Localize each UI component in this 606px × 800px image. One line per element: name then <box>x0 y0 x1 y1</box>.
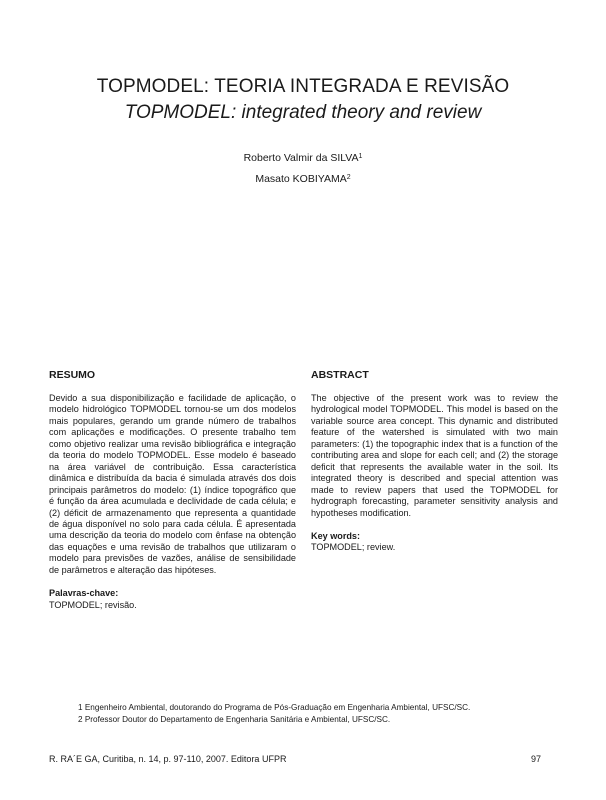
page-number: 97 <box>531 754 542 764</box>
abstract-heading: ABSTRACT <box>311 369 369 381</box>
author-name: Masato KOBIYAMA <box>255 173 347 185</box>
footnotes <box>78 702 470 725</box>
paper-title: TOPMODEL: TEORIA INTEGRADA E REVISÃO <box>96 76 510 97</box>
abstract-section <box>311 369 558 554</box>
author-1 <box>0 152 606 164</box>
abstract-keywords-label: Key words: <box>311 530 361 541</box>
author-superscript: 2 <box>346 174 351 181</box>
author-2 <box>0 173 606 185</box>
footnote-2: 2 Professor Doutor do Departamento de Engenharia Sanitária e Ambiental, UFSC/SC. <box>78 714 391 724</box>
footer-citation: R. RA´E GA, Curitiba, n. 14, p. 97-110, 2007. Editora UFPR <box>49 754 287 764</box>
abstract-keywords: TOPMODEL; review. <box>311 542 396 553</box>
resumo-text: Devido a sua disponibilização e facilidade de aplicação, o modelo hidrológico TOPMODEL tornou-se um dos modelos mais populares, gerando um grande número de trabalhos com aplicações e modificações. O presente trabalho tem como objetivo realizar uma revisão bibliográfica e integração da teoria do modelo TOPMODEL. Esse modelo é baseado na área variável de contribuição. Essa característica dinâmica e distribuída da bacia é simulada através dos dois principais parâmetros do modelo: (1) índice topográfico que é função da área acumulada e declividade de cada célula; e (2) déficit de armazenamento que representa a quantidade de água disponível no solo para cada célula. É apresentada uma descrição da teoria do modelo com ênfase na obtenção das equações e uma revisão de trabalhos que utilizaram o modelo para previsões de vazões, análise de sensibilidade de parâmetros e alteração das hipóteses. <box>49 393 296 575</box>
author-name: Roberto Valmir da SILVA <box>243 152 359 164</box>
abstract-text: The objective of the present work was to review the hydrological model TOPMODEL. This model is based on the variable source area concept. This dynamic and distributed feature of the watershed is simulated with two main parameters: (1) the topographic index that is a function of the contributing area and slope for each cell; and (2) the storage deficit that represents the available water in the soil. Its integrated theory is described and special attention was made to review papers that used the TOPMODEL for hydrograph forecasting, parameter sensitivity analysis and hypotheses modification. <box>311 393 558 518</box>
resumo-heading: RESUMO <box>49 369 96 381</box>
resumo-keywords-label: Palavras-chave: <box>49 588 119 599</box>
resumo-keywords: TOPMODEL; revisão. <box>49 599 137 610</box>
resumo-section <box>49 369 296 611</box>
paper-subtitle: TOPMODEL: integrated theory and review <box>124 102 482 123</box>
footnote-1: 1 Engenheiro Ambiental, doutorando do Programa de Pós-Graduação em Engenharia Ambiental, UFSC/SC. <box>78 703 471 712</box>
author-superscript: 1 <box>358 153 363 160</box>
